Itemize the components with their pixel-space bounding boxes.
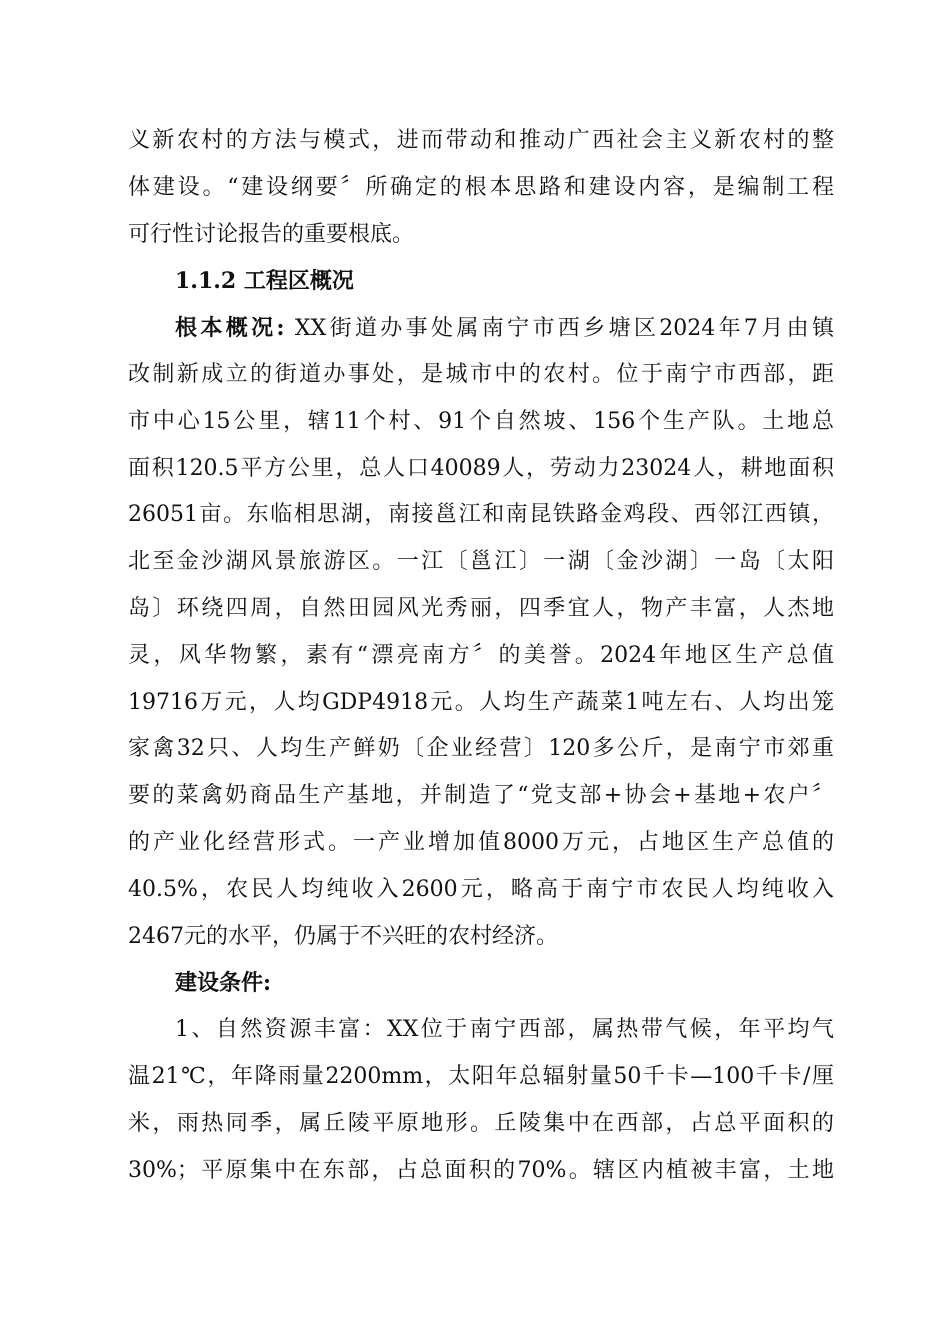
overview-line: 家禽32只、人均生产鲜奶〔企业经营〕120多公斤，是南宁市郊重 [128, 736, 834, 762]
overview-line: 面积120.5平方公里，总人口40089人，劳动力23024人，耕地面积 [128, 455, 834, 481]
overview-line: 2467元的水平，仍属于不兴旺的农村经济。 [128, 923, 558, 949]
overview-line: 26051亩。东临相思湖，南接邕江和南昆铁路金鸡段、西邻江西镇， [128, 502, 834, 528]
conditions-line: 米，雨热同季，属丘陵平原地形。丘陵集中在西部，占总平面积的 [128, 1110, 834, 1136]
intro-line: 可行性讨论报告的重要根底。 [128, 221, 415, 247]
overview-line: 灵，风华物繁，素有“漂亮南方〞的美誉。2024年地区生产总值 [128, 642, 834, 668]
overview-line: 40.5%，农民人均纯收入2600元，略高于南宁市农民人均纯收入 [128, 876, 834, 902]
conditions-line: 1、自然资源丰富：XX位于南宁西部，属热带气候，年平均气 [175, 1017, 834, 1043]
overview-line: 要的菜禽奶商品生产基地，并制造了“党支部+协会+基地+农户〞 [128, 783, 834, 809]
overview-line: 19716万元，人均GDP4918元。人均生产蔬菜1吨左右、人均出笼 [128, 689, 834, 715]
intro-line: 体建设。“建设纲要〞所确定的根本思路和建设内容，是编制工程 [128, 174, 834, 200]
overview-line: 岛〕环绕四周，自然田园风光秀丽，四季宜人，物产丰富，人杰地 [128, 595, 834, 621]
document-body [128, 118, 834, 1194]
conditions-heading: 建设条件: [175, 970, 272, 997]
conditions-line: 30%；平原集中在东部，占总面积的70%。辖区内植被丰富，土地 [128, 1157, 834, 1183]
overview-label: 根本概况: [175, 315, 285, 342]
section-heading: 1.1.2 工程区概况 [175, 268, 354, 295]
conditions-line: 温21℃，年降雨量2200mm，太阳年总辐射量50千卡—100千卡/厘 [128, 1063, 834, 1089]
overview-line: 的产业化经营形式。一产业增加值8000万元，占地区生产总值的 [128, 829, 834, 855]
overview-line-first [128, 305, 834, 352]
overview-line: 市中心15公里，辖11个村、91个自然坡、156个生产队。土地总 [128, 408, 834, 434]
overview-line: 北至金沙湖风景旅游区。一江〔邕江〕一湖〔金沙湖〕一岛〔太阳 [128, 549, 834, 575]
overview-text: XX街道办事处属南宁市西乡塘区2024年7月由镇 [284, 316, 835, 342]
intro-line: 义新农村的方法与模式，进而带动和推动广西社会主义新农村的整 [128, 128, 834, 153]
overview-line: 改制新成立的街道办事处，是城市中的农村。位于南宁市西部，距 [128, 361, 834, 387]
